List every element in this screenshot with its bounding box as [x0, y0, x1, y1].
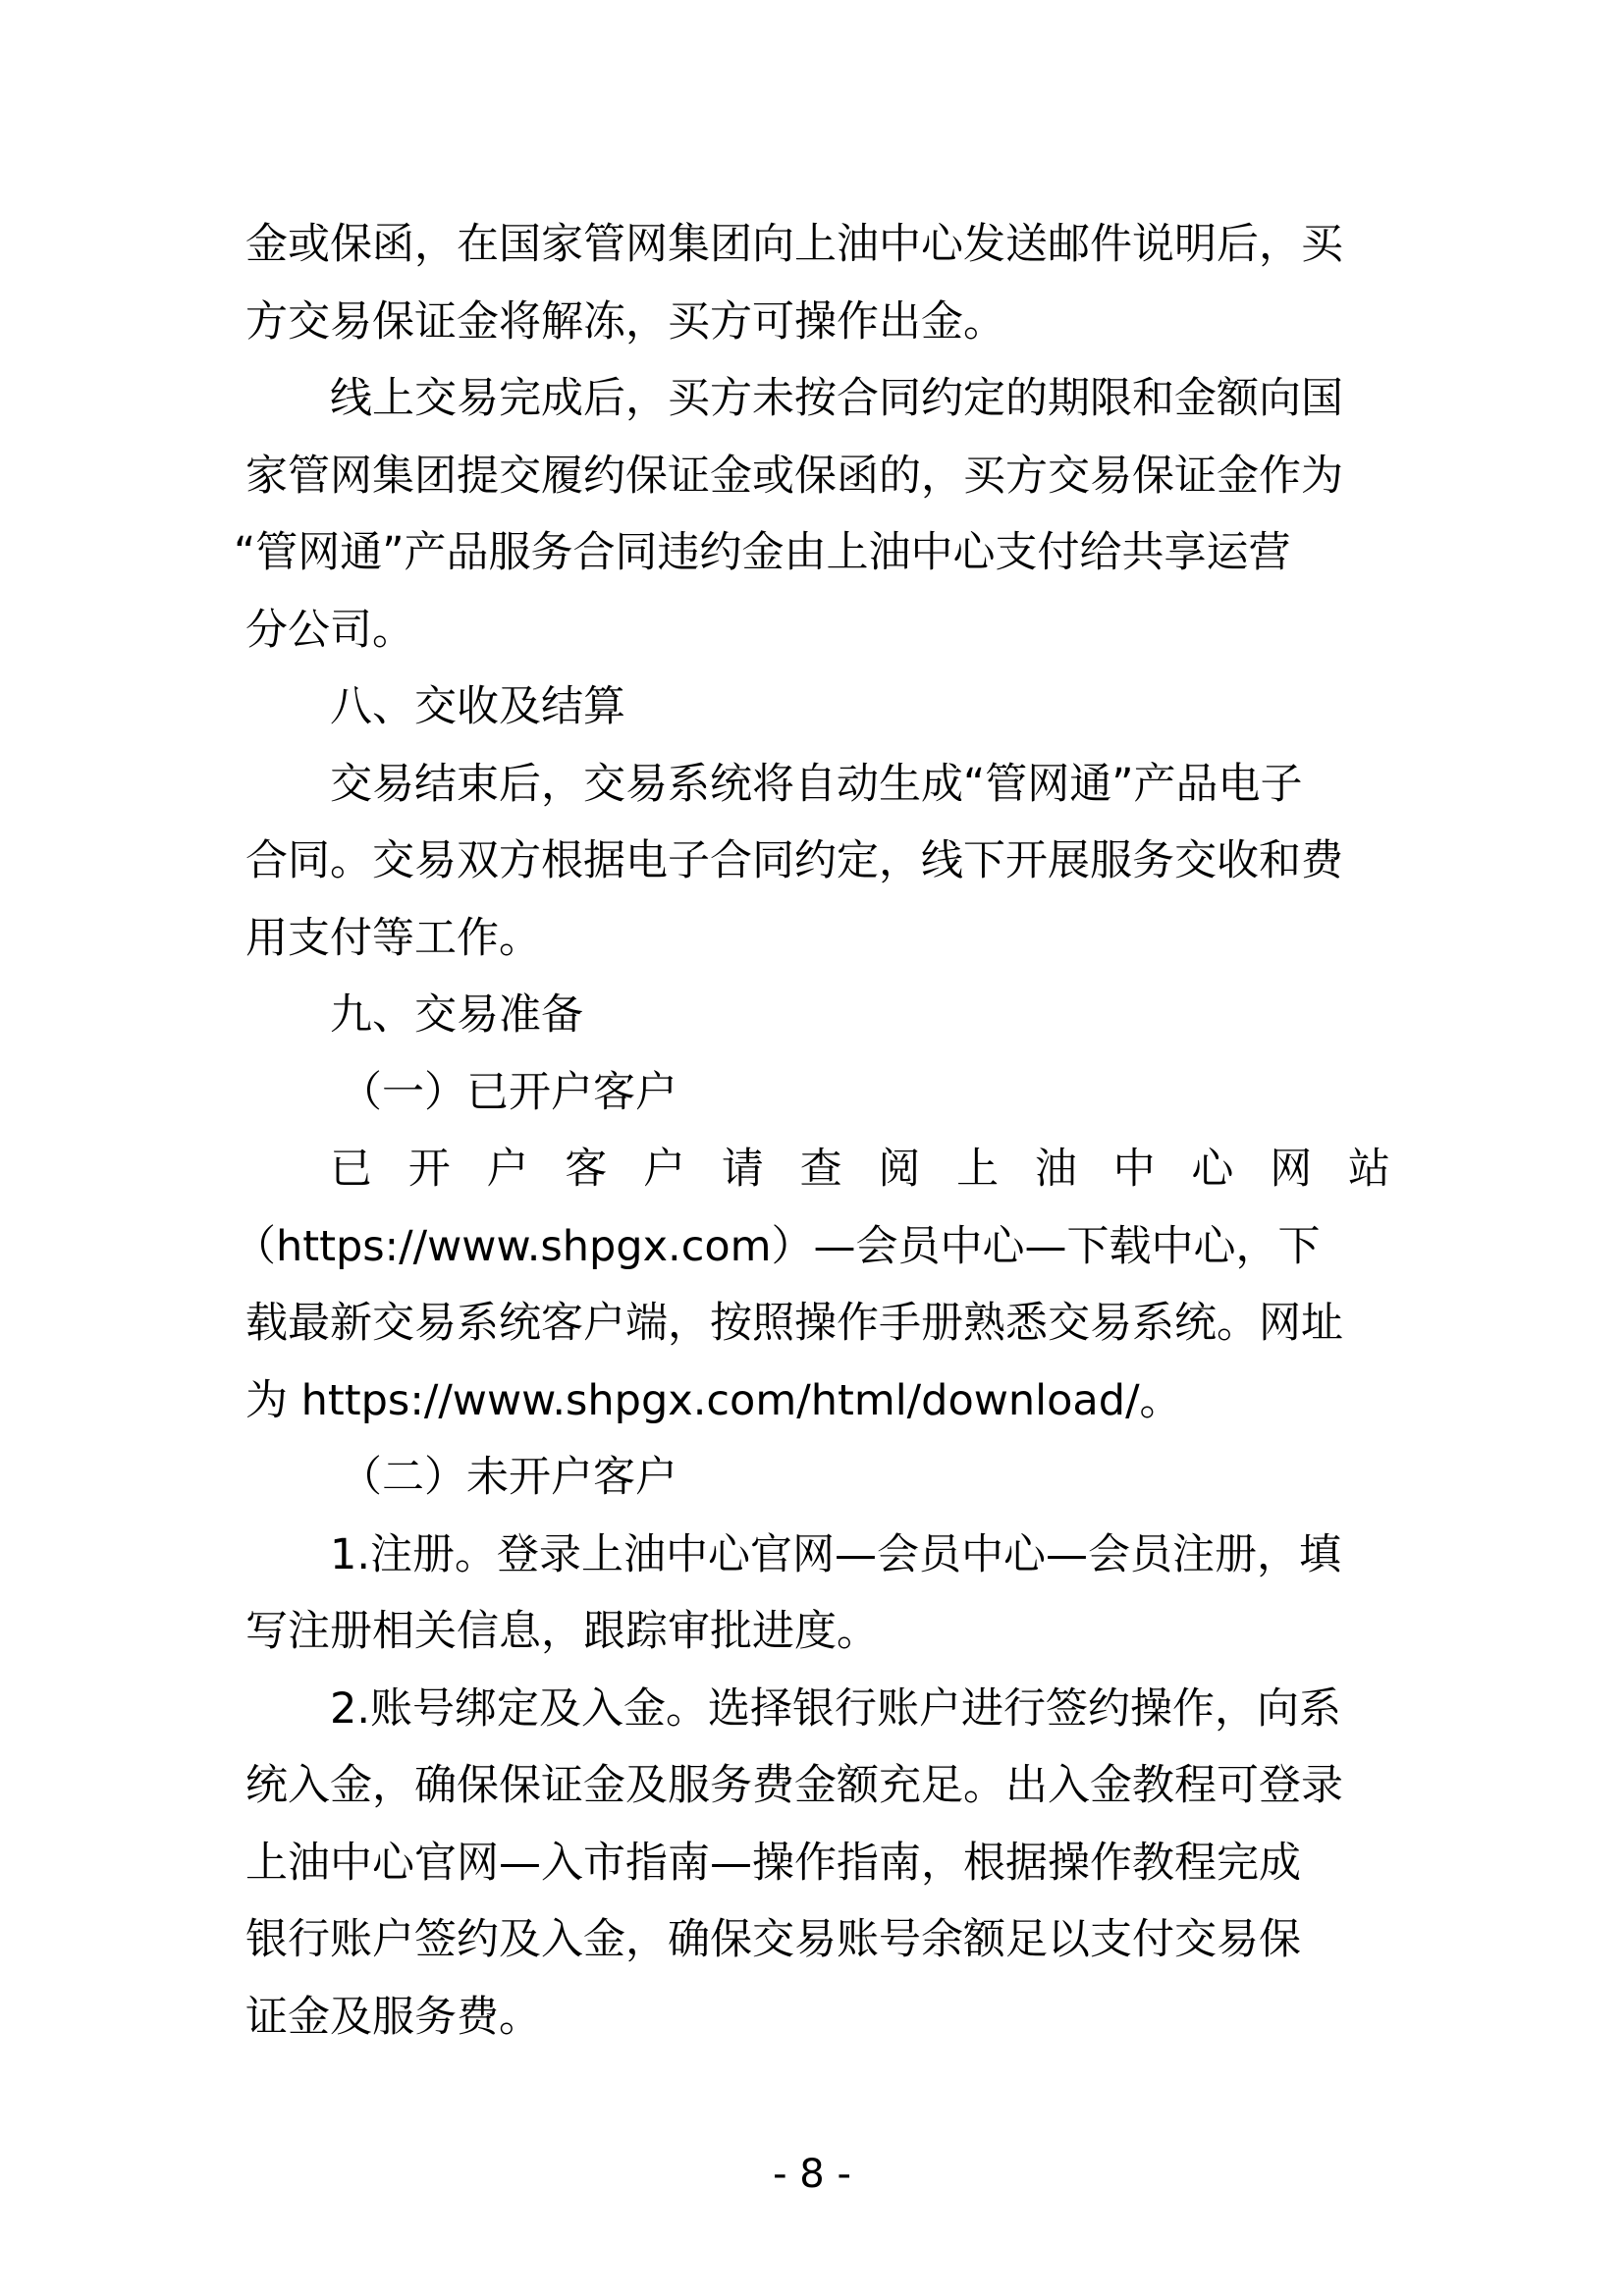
- text-line: 证金及服务费。: [245, 1992, 541, 2042]
- text-line: 线上交易完成后，买方未按合同约定的期限和金额向国: [330, 374, 1343, 423]
- page-number: - 8 -: [773, 2152, 851, 2197]
- text-line: 用支付等工作。: [245, 913, 541, 963]
- text-line: “管网通”产品服务合同违约金由上油中心支付给共享运营: [234, 528, 1291, 577]
- spread-char: 户: [643, 1145, 686, 1194]
- spread-char: 开: [407, 1145, 451, 1194]
- text-line: 载最新交易系统客户端，按照操作手册熟悉交易系统。网址: [245, 1299, 1343, 1348]
- spread-char: 阅: [878, 1145, 921, 1194]
- subsection-heading: （二）未开户客户: [340, 1453, 677, 1502]
- text-line: 写注册相关信息，跟踪审批进度。: [245, 1607, 879, 1656]
- text-line: 金或保函，在国家管网集团向上油中心发送邮件说明后，买: [245, 220, 1343, 269]
- section-heading: 九、交易准备: [330, 990, 583, 1040]
- subsection-heading: （一）已开户客户: [340, 1067, 677, 1117]
- document-body: [234, 206, 1390, 2056]
- spread-char: 油: [1034, 1145, 1077, 1194]
- spread-char: 客: [565, 1145, 608, 1194]
- spread-char: 上: [956, 1145, 1000, 1194]
- text-line: 分公司。: [245, 605, 414, 655]
- text-line: 上油中心官网—入市指南—操作指南，根据操作教程完成: [245, 1838, 1301, 1888]
- spread-char: 已: [330, 1145, 372, 1194]
- text-line-url: （https://www.shpgx.com）—会员中心—下载中心，下: [234, 1221, 1321, 1271]
- text-line: 1.注册。登录上油中心官网—会员中心—会员注册，填: [330, 1529, 1342, 1579]
- text-line: 家管网集团提交履约保证金或保函的，买方交易保证金作为: [245, 451, 1343, 501]
- text-line: 合同。交易双方根据电子合同约定，线下开展服务交收和费: [245, 836, 1343, 885]
- spread-char: 中: [1112, 1145, 1156, 1194]
- text-line: 银行账户签约及入金，确保交易账号余额足以支付交易保: [245, 1915, 1301, 1964]
- section-heading: 八、交收及结算: [330, 682, 625, 731]
- text-line: 方交易保证金将解冻，买方可操作出金。: [245, 296, 1005, 347]
- text-line: 交易结束后，交易系统将自动生成“管网通”产品电子: [330, 759, 1303, 809]
- spread-char: 网: [1270, 1145, 1313, 1194]
- text-line: 2.账号绑定及入金。选择银行账户进行签约操作，向系: [330, 1683, 1342, 1734]
- text-line: 统入金，确保保证金及服务费金额充足。出入金教程可登录: [245, 1761, 1343, 1810]
- spread-char: 心: [1191, 1145, 1234, 1194]
- spread-char: 查: [799, 1145, 842, 1194]
- spread-char: 请: [721, 1145, 764, 1194]
- text-line-spread: [245, 1131, 1390, 1208]
- spread-char: 户: [486, 1145, 529, 1194]
- text-line-url: 为 https://www.shpgx.com/html/download/。: [245, 1375, 1182, 1425]
- spread-char: 站: [1347, 1145, 1390, 1194]
